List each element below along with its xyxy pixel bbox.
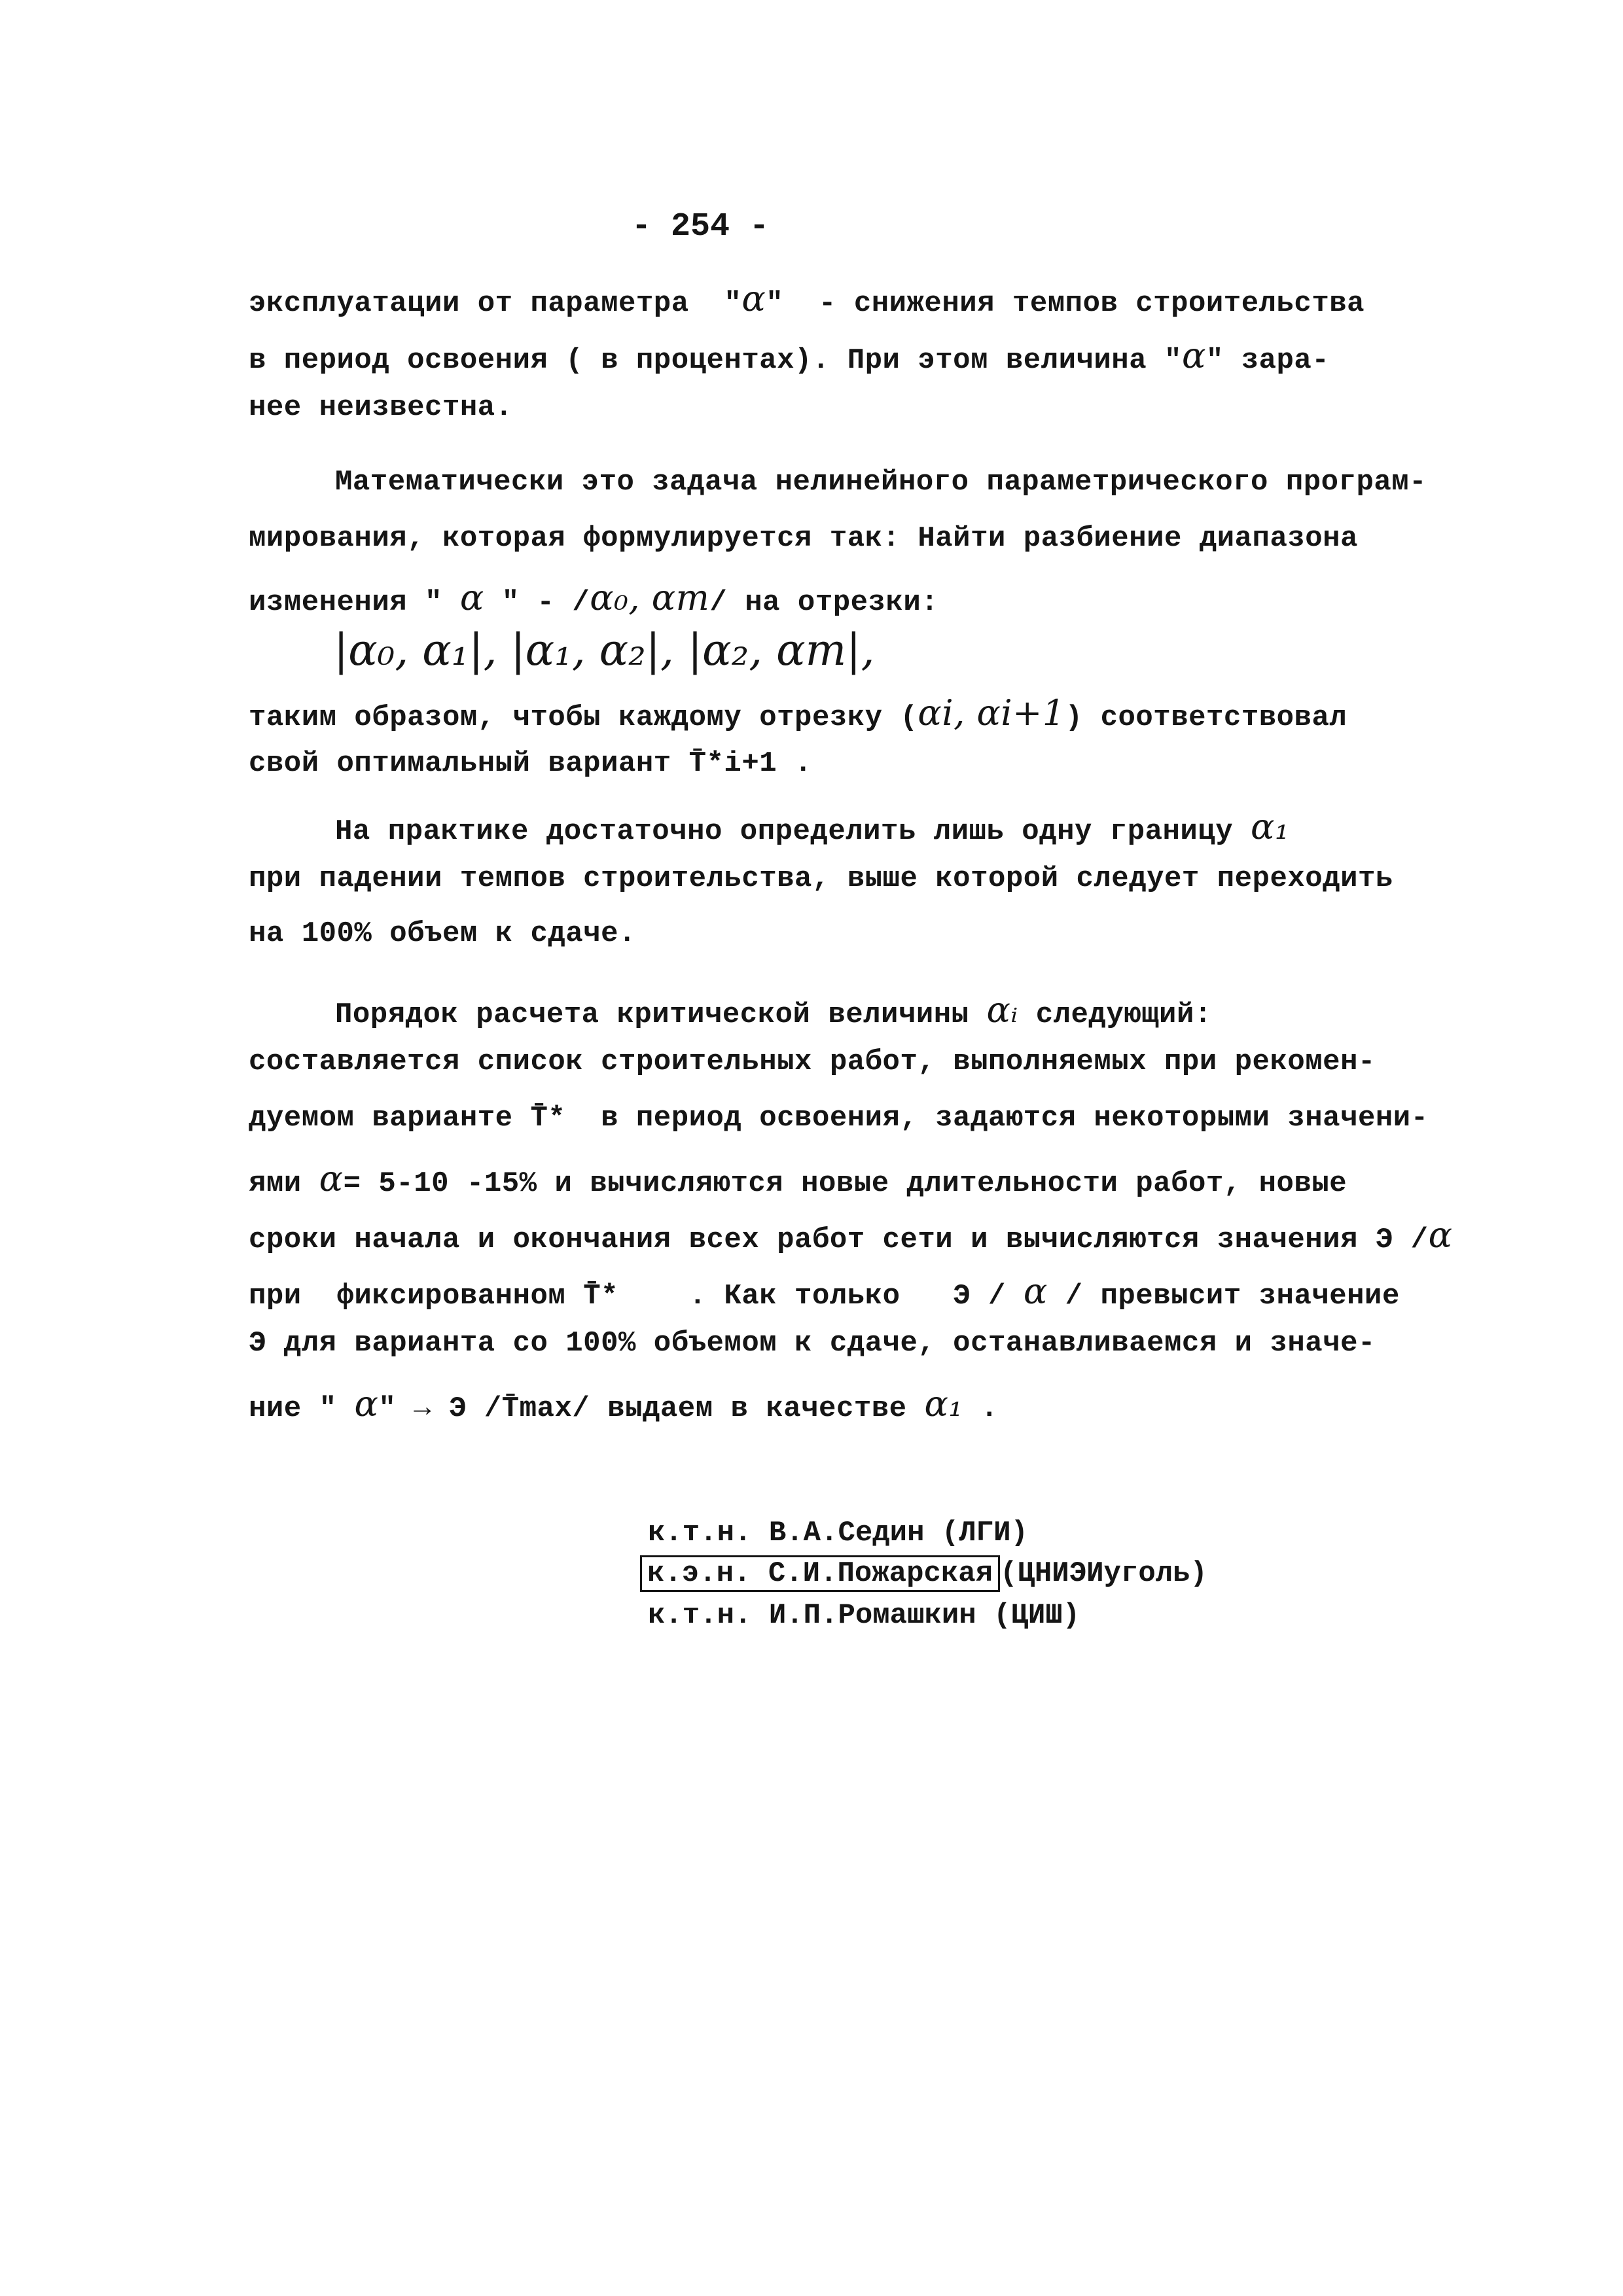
alpha-symbol: α (459, 577, 484, 618)
p1-line3: нее неизвестна. (249, 391, 513, 424)
alpha-range: α₀, αm (590, 577, 710, 618)
p4-line6: при фиксированном T̄* . Как только Э / α / превысит значение (249, 1271, 1400, 1313)
page-number: - 254 - (632, 208, 770, 245)
p4-line7: Э для варианта со 100% объемом к сдаче, останавливаемся и значе- (249, 1327, 1376, 1360)
t-star: T̄* (530, 1102, 566, 1135)
alpha-symbol: α (1023, 1271, 1048, 1312)
t-max: T̄max (501, 1392, 573, 1425)
p4-line5: сроки начала и окончания всех работ сети и вычисляются значения Э /α (249, 1214, 1453, 1256)
p4-line1: Порядок расчета критической величины αᵢ следующий: (335, 989, 1212, 1031)
interval-formula: |α₀, α₁|, |α₁, α₂|, |α₂, αm|, (334, 625, 875, 675)
alpha-pair: αi, αi+1 (918, 692, 1065, 733)
p4-line2: составляется список строительных работ, выполняемых при рекомен- (249, 1046, 1376, 1078)
p3-line2: при падении темпов строительства, выше которой следует переходить (249, 862, 1393, 895)
signature-pozharskaya: к.э.н. С.И.Пожарская (ЦНИЭИуголь) (640, 1557, 1207, 1590)
p4-line4: ями α= 5-10 -15% и вычисляются новые длительности работ, новые (249, 1158, 1347, 1200)
p2-line1: Математически это задача нелинейного параметрического програм- (335, 466, 1427, 499)
t-star: T̄* (583, 1280, 618, 1313)
p2-line5: свой оптимальный вариант T̄*i+1 . (249, 747, 812, 780)
p3-line3: на 100% объем к сдаче. (249, 917, 636, 950)
p2-line3: изменения " α " - /α₀, αm/ на отрезки: (249, 577, 939, 619)
signature-sedin: к.т.н. В.А.Седин (ЛГИ) (648, 1517, 1028, 1549)
p1-line1: эксплуатации от параметра "α" - снижения темпов строительства (249, 278, 1365, 320)
p4-line8: ние " α" → Э /T̄max/ выдаем в качестве α₁ . (249, 1383, 999, 1425)
alpha-symbol: α (319, 1158, 344, 1199)
alpha-symbol: α (1181, 335, 1206, 376)
p3-line1: На практике достаточно определить лишь одну границу α₁ (335, 806, 1290, 848)
signature-romashkin: к.т.н. И.П.Ромашкин (ЦИШ) (648, 1599, 1080, 1632)
p2-line2: мирования, которая формулируется так: Найти разбиение диапазона (249, 522, 1358, 555)
p1-line2: в период освоения ( в процентах). При этом величина "α" зара- (249, 335, 1330, 377)
p2-line4: таким образом, чтобы каждому отрезку (αi, αi+1) соответствовал (249, 692, 1347, 734)
alpha-symbol: α (741, 278, 766, 319)
alpha-i: αᵢ (986, 989, 1018, 1031)
t-star-i1: T̄*i+1 (688, 747, 777, 780)
alpha-1: α₁ (924, 1383, 963, 1424)
alpha-symbol: α (1428, 1214, 1453, 1256)
alpha-1: α₁ (1251, 806, 1290, 847)
alpha-symbol: α (354, 1383, 379, 1424)
boxed-name: к.э.н. С.И.Пожарская (640, 1555, 1000, 1592)
p4-line3: дуемом варианте T̄* в период освоения, задаются некоторыми значени- (249, 1102, 1429, 1135)
